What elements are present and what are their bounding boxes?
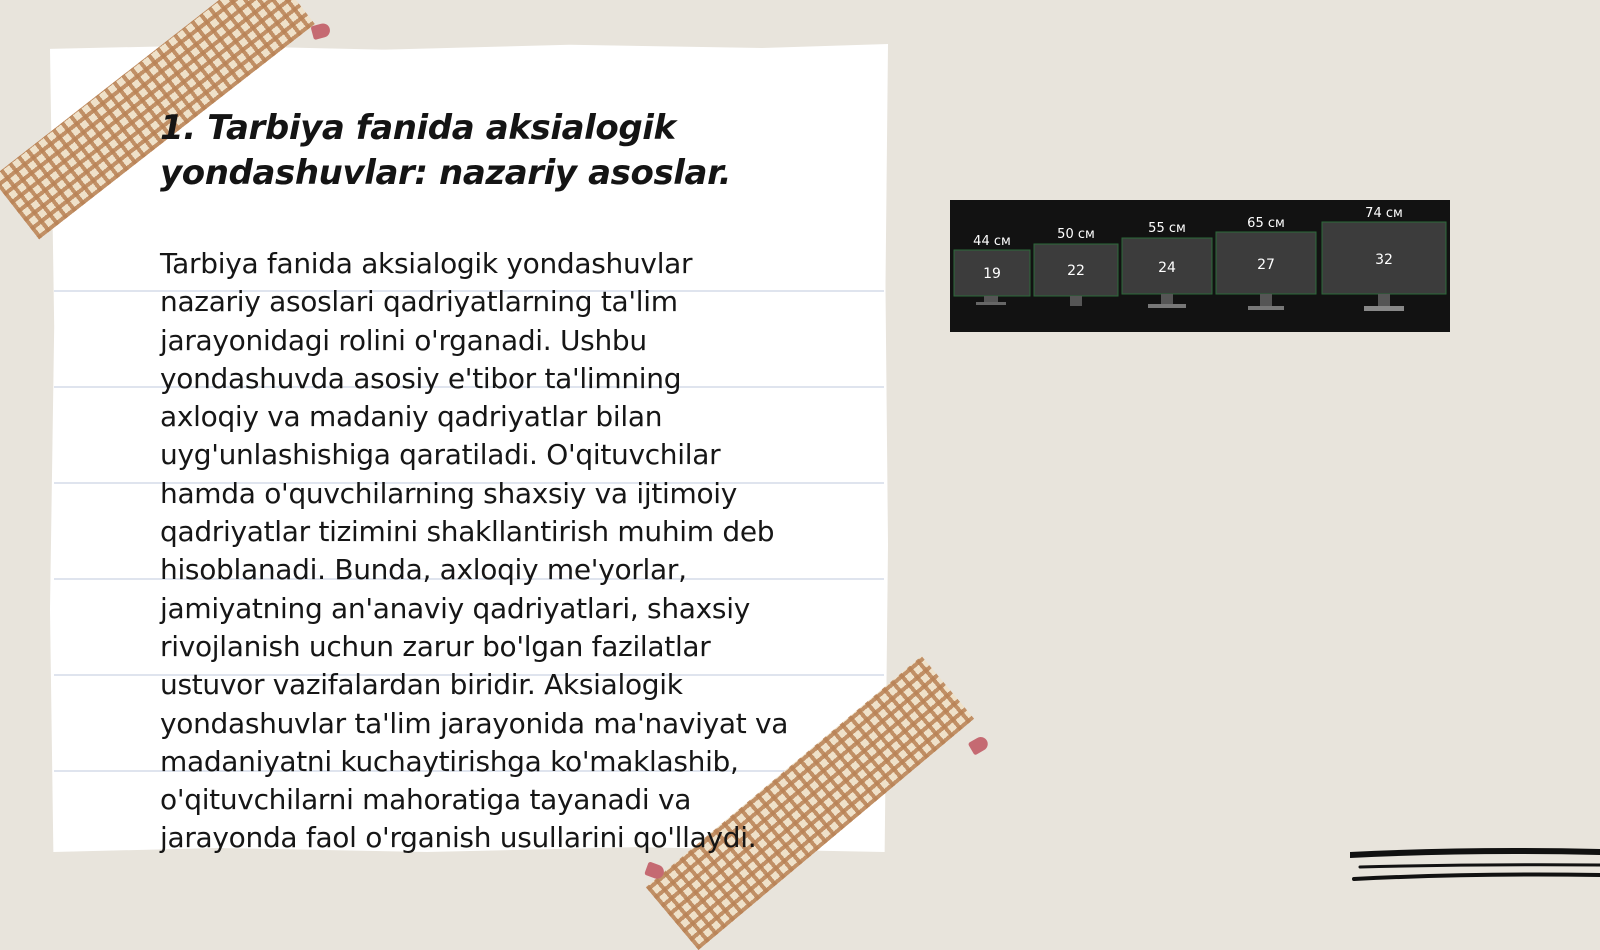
monitor-22-cm: 50 см [1057,227,1095,242]
monitor-32-inches: 32 [1375,252,1393,268]
monitor-32-cm: 74 см [1365,206,1403,221]
monitor-27-inches: 27 [1257,257,1275,273]
monitor-22-inches: 22 [1067,263,1085,279]
monitor-24-cm: 55 см [1148,221,1186,236]
monitor-24-inches: 24 [1158,260,1176,276]
decorative-brush-lines [1350,845,1600,895]
slide-title: 1. Tarbiya fanida aksialogik yondashuvlar: nazariy asoslar. [160,108,732,193]
monitor-19-inches: 19 [983,266,1001,282]
slide-body-text: Tarbiya fanida aksialogik yondashuvlar nazariy asoslari qadriyatlarning ta'lim jarayonidagi rolini o'rganadi. Ushbu yondashuvda asosiy e'tibor ta'limning axloqiy va madaniy qadriyatlar bilan uyg'unlashishiga qaratiladi. O'qituvchilar hamda o'quvchilarning shaxsiy va ijtimoiy qadriyatlar tizimini shakllantirish muhim deb hisoblanadi. Bunda, axloqiy me'yorlar, jamiyatning an'anaviy qadriyatlari, shaxsiy rivojlanish uchun zarur bo'lgan fazilatlar ustuvor vazifalardan biridir. Aksialogik yondashuvlar ta'lim jarayonida ma'naviyat va madaniyatni kuchaytirishga ko'maklashib, o'qituvchilarni mahoratiga tayanadi va jarayonda faol o'rganish usullarini qo'llaydi. [160,247,789,855]
monitor-27-cm: 65 см [1247,216,1285,231]
monitor-sizes-image [950,200,1450,332]
monitor-19-cm: 44 см [973,234,1011,249]
pushpin-bottom-right [968,734,991,755]
pushpin-top [310,22,331,40]
